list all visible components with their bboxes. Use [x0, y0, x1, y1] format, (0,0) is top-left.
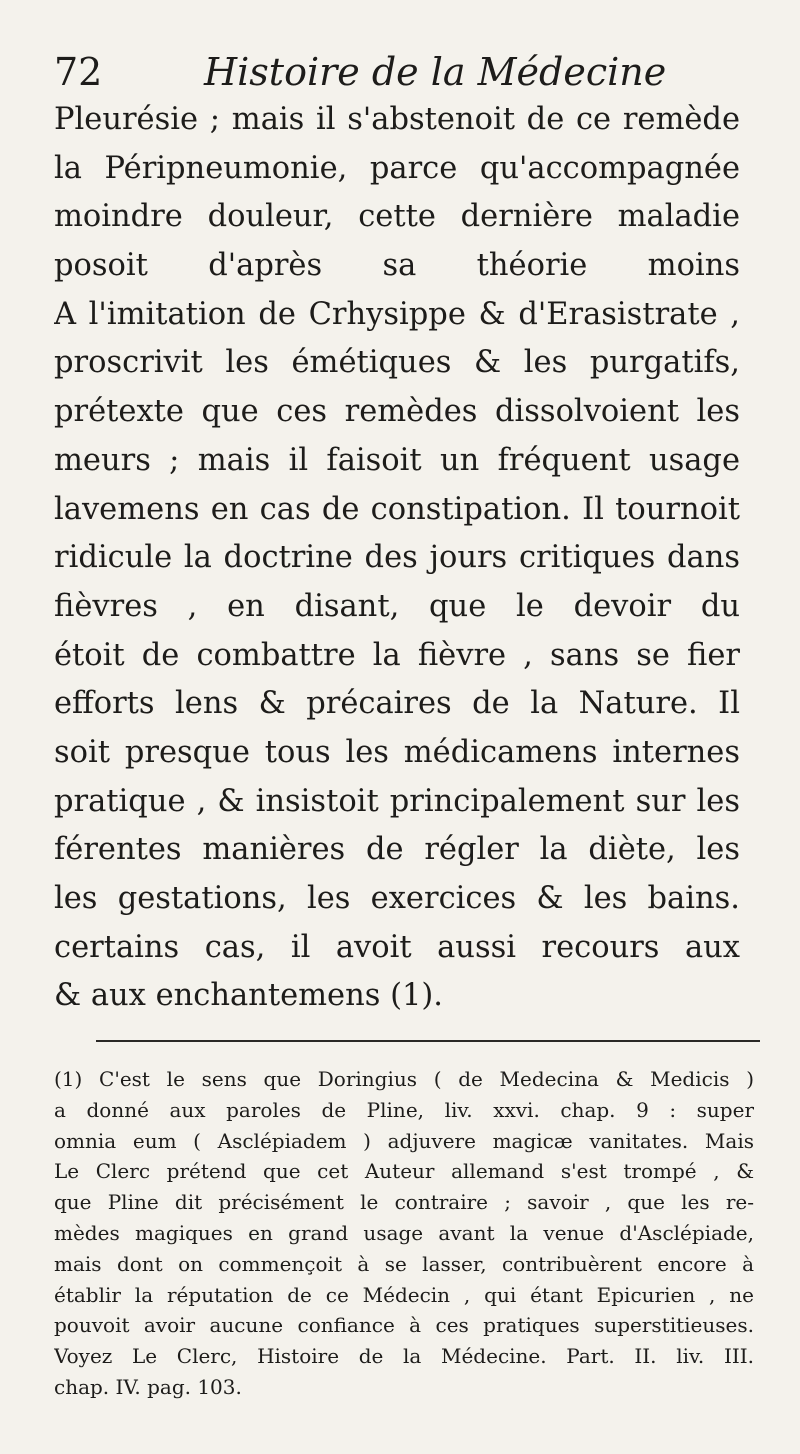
- text-line: les gestations, les exercices & les bains.: [54, 881, 740, 916]
- text-line: certains cas, il avoit aussi recours aux: [54, 929, 740, 965]
- footnote-line: mais dont on commençoit à se lasser, contribuèrent encore à: [54, 1251, 754, 1276]
- running-title: Histoire de la Médecine: [204, 50, 667, 94]
- text-line: pratique , & insistoit principalement sur les: [54, 783, 740, 819]
- text-line: prétexte que ces remèdes dissolvoient les: [54, 394, 740, 430]
- text-line: étoit de combattre la fièvre , sans se fier: [54, 637, 740, 673]
- text-line: A l'imitation de Crhysippe & d'Erasistrate ,: [54, 296, 740, 332]
- footnote-line: a donné aux paroles de Pline, liv. xxvi. chap. 9 : super: [54, 1097, 754, 1122]
- text-line: proscrivit les émétiques & les purgatifs,: [54, 345, 740, 381]
- footnote-line: omnia eum ( Asclépiadem ) adjuvere magicæ vanitates. Mais: [54, 1128, 754, 1153]
- footnote: [54, 1064, 754, 1403]
- page-number: 72: [54, 50, 103, 94]
- text-line: fièvres , en disant, que le devoir du: [54, 588, 740, 624]
- footnote-line: Le Clerc prétend que cet Auteur allemand s'est trompé , &: [54, 1159, 754, 1184]
- text-line: moindre douleur, cette dernière maladie: [54, 199, 740, 235]
- footnote-line: mèdes magiques en grand usage avant la venue d'Asclépiade,: [54, 1220, 754, 1245]
- footnote-line: pouvoit avoir aucune confiance à ces pratiques superstitieuses.: [54, 1313, 754, 1338]
- text-line: Pleurésie ; mais il s'abstenoit de ce remède: [54, 102, 740, 137]
- text-line: férentes manières de régler la diète, les: [54, 832, 740, 868]
- text-line: posoit d'après sa théorie moins: [54, 248, 740, 284]
- footnote-line: Voyez Le Clerc, Histoire de la Médecine. Part. II. liv. III.: [54, 1344, 754, 1369]
- text-line: soit presque tous les médicamens internes: [54, 734, 740, 770]
- footnote-line-last: chap. IV. pag. 103.: [54, 1374, 242, 1399]
- main-text: [54, 96, 740, 1021]
- text-line: la Péripneumonie, parce qu'accompagnée: [54, 150, 740, 186]
- page-header: [54, 50, 744, 100]
- text-line-last: & aux enchantemens (1).: [54, 978, 443, 1014]
- footnote-line: que Pline dit précisément le contraire ; savoir , que les re-: [54, 1190, 754, 1215]
- text-line: efforts lens & précaires de la Nature. Il: [54, 686, 740, 722]
- footnote-line: établir la réputation de ce Médecin , qui étant Epicurien , ne: [54, 1282, 754, 1307]
- footnote-divider: [96, 1040, 760, 1042]
- text-line: ridicule la doctrine des jours critiques dans: [54, 540, 740, 576]
- footnote-line: (1) C'est le sens que Doringius ( de Medecina & Medicis ): [54, 1067, 754, 1091]
- text-line: meurs ; mais il faisoit un fréquent usage: [54, 442, 740, 478]
- text-line: lavemens en cas de constipation. Il tournoit: [54, 491, 740, 527]
